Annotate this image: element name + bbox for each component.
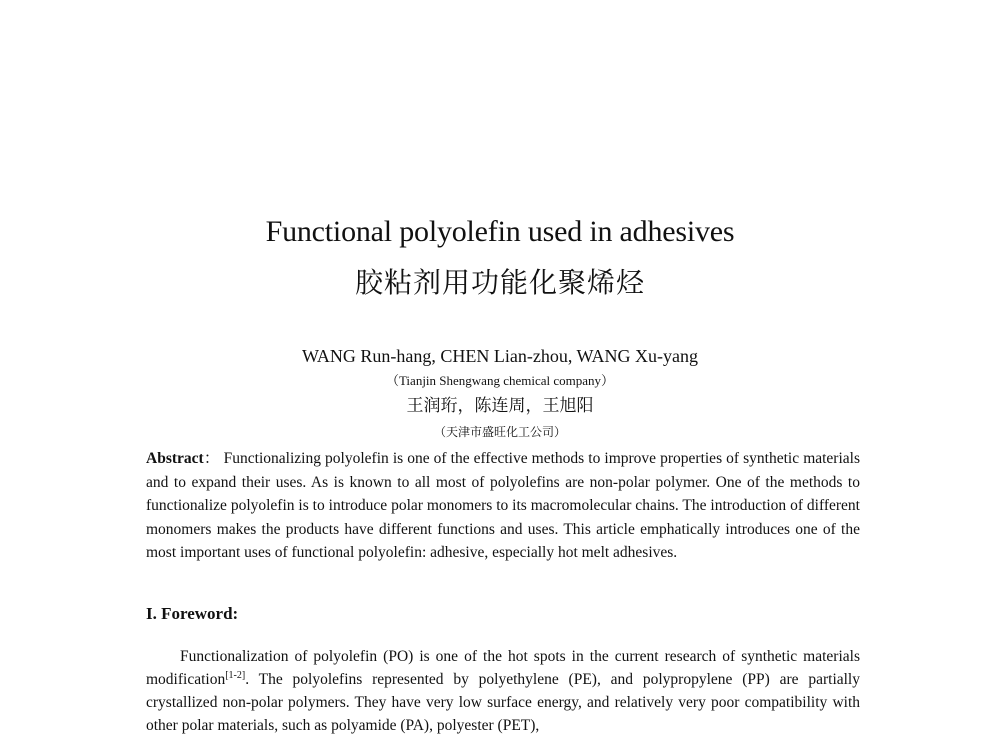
abstract-separator: ：	[203, 450, 220, 467]
affiliation-chinese: （天津市盛旺化工公司）	[433, 425, 566, 439]
author-list-chinese: 王润珩，陈连周，王旭阳	[406, 396, 594, 416]
affiliation-english: （Tianjin Shengwang chemical company）	[385, 373, 615, 388]
foreword-paragraph	[146, 645, 860, 737]
paper-title-chinese: 胶粘剂用功能化聚烯烃	[354, 266, 645, 299]
foreword-text-part1: Functionalization of polyolefin (PO) is one of the hot spots in the current research of synthetic materials modification	[146, 648, 860, 688]
abstract-text: Functionalizing polyolefin is one of the effective methods to improve properties of synthetic materials and to expand their uses. As is known to all most of polyolefins are non-polar polymer. One of the methods to functionalize polyolefin is to introduce polar monomers to its macromolecular chains. The introduction of different monomers makes the products have different functions and uses. This article emphatically introduces one of the most important uses of functional polyolefin: adhesive, especially hot melt adhesives.	[146, 450, 860, 561]
citation-reference: [1-2]	[225, 669, 246, 681]
abstract-label: Abstract	[146, 450, 204, 467]
abstract-paragraph	[146, 447, 860, 565]
paper-title-english: Functional polyolefin used in adhesives	[265, 215, 735, 248]
author-list-english: WANG Run-hang, CHEN Lian-zhou, WANG Xu-yang	[301, 346, 699, 366]
section-heading-foreword: I. Foreword:	[146, 604, 239, 623]
foreword-text-part2: . The polyolefins represented by polyethylene (PE), and polypropylene (PP) are partially crystallized non-polar polymers. They have very low surface energy, and relatively very poor compatibility with other polar materials, such as polyamide (PA), polyester (PET),	[146, 671, 860, 734]
